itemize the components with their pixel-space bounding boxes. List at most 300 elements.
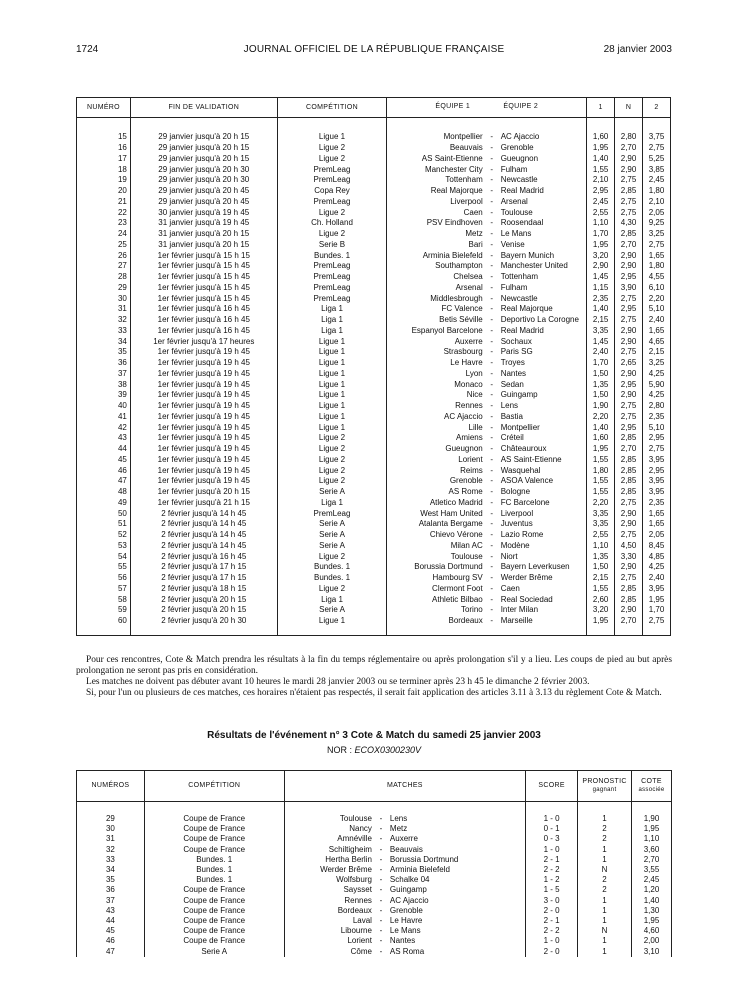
score: 0 - 1	[526, 824, 578, 834]
spacer-cell	[386, 802, 526, 815]
spacer-cell	[587, 627, 615, 636]
odds-n: 2,75	[615, 175, 643, 186]
competition: Bundes. 1	[277, 573, 387, 584]
odds-row	[77, 455, 671, 466]
versus-dash: -	[490, 540, 494, 550]
odds-row	[77, 390, 671, 401]
home-team: Côme	[284, 946, 376, 956]
match-number: 20	[77, 186, 131, 197]
competition: Ligue 2	[277, 229, 387, 240]
team-2: Newcastle	[497, 293, 587, 304]
match-number: 32	[77, 315, 131, 326]
col-cote	[632, 771, 672, 802]
odds-n: 2,95	[615, 379, 643, 390]
odds-1: 2,15	[587, 315, 615, 326]
away-team: Lens	[386, 814, 526, 824]
odds-row	[77, 562, 671, 573]
competition: PremLeag	[277, 283, 387, 294]
result-number: 43	[77, 906, 145, 916]
match-number: 18	[77, 164, 131, 175]
odds-n: 2,70	[615, 240, 643, 251]
odds-2: 2,75	[643, 444, 671, 455]
validation-end: 1er février jusqu'à 16 h 45	[130, 304, 277, 315]
odds-row	[77, 283, 671, 294]
odds-2: 4,65	[643, 336, 671, 347]
odds-n: 2,85	[615, 186, 643, 197]
home-team: Laval	[284, 916, 376, 926]
odds-1: 1,45	[587, 272, 615, 283]
team-2: Inter Milan	[497, 605, 587, 616]
match-number: 26	[77, 250, 131, 261]
odds-n: 2,75	[615, 293, 643, 304]
score: 2 - 0	[526, 946, 578, 956]
odds-2: 3,25	[643, 358, 671, 369]
match-number: 19	[77, 175, 131, 186]
validation-end: 29 janvier jusqu'à 20 h 15	[130, 143, 277, 154]
team-1: Liverpool	[387, 197, 487, 208]
away-team: Guingamp	[386, 885, 526, 895]
odds-n: 2,85	[615, 476, 643, 487]
team-2: Toulouse	[497, 207, 587, 218]
odds-n: 2,75	[615, 573, 643, 584]
versus-dash: -	[379, 844, 383, 854]
odds-row	[77, 154, 671, 165]
team-1: Montpellier	[387, 132, 487, 143]
team-1: Bari	[387, 240, 487, 251]
team-1: Milan AC	[387, 541, 487, 552]
match-number: 58	[77, 594, 131, 605]
team-2: AS Saint-Etienne	[497, 455, 587, 466]
odds-1: 1,40	[587, 422, 615, 433]
result-competition: Coupe de France	[144, 845, 284, 855]
odds-2: 2,95	[643, 465, 671, 476]
validation-end: 29 janvier jusqu'à 20 h 45	[130, 197, 277, 208]
odds-2: 4,25	[643, 390, 671, 401]
score: 2 - 1	[526, 916, 578, 926]
odds-2: 2,15	[643, 347, 671, 358]
home-team: Lorient	[284, 936, 376, 946]
validation-end: 1er février jusqu'à 15 h 15	[130, 250, 277, 261]
score: 2 - 2	[526, 926, 578, 936]
odds-row	[77, 584, 671, 595]
team-2: FC Barcelone	[497, 498, 587, 509]
odds-n: 2,75	[615, 412, 643, 423]
col-equipe-1: ÉQUIPE 1	[435, 103, 471, 110]
versus-dash: -	[490, 605, 494, 615]
pronostic: 2	[578, 885, 632, 895]
odds-n: 3,90	[615, 283, 643, 294]
odds-2: 2,35	[643, 412, 671, 423]
team-2: Bayern Leverkusen	[497, 562, 587, 573]
odds-2: 2,10	[643, 197, 671, 208]
team-2: Arsenal	[497, 197, 587, 208]
odds-n: 2,90	[615, 154, 643, 165]
validation-end: 1er février jusqu'à 15 h 45	[130, 261, 277, 272]
team-2: Créteil	[497, 433, 587, 444]
competition: Ligue 1	[277, 390, 387, 401]
competition: Copa Rey	[277, 186, 387, 197]
away-team: AC Ajaccio	[386, 896, 526, 906]
competition: Serie A	[277, 530, 387, 541]
odds-1: 1,40	[587, 154, 615, 165]
team-2: Werder Brême	[497, 573, 587, 584]
result-row	[77, 916, 672, 926]
team-1: Caen	[387, 207, 487, 218]
match-number: 17	[77, 154, 131, 165]
result-competition: Bundes. 1	[144, 855, 284, 865]
result-competition: Coupe de France	[144, 916, 284, 926]
odds-n: 2,85	[615, 584, 643, 595]
team-1: Southampton	[387, 261, 487, 272]
versus-dash: -	[490, 379, 494, 389]
versus-dash: -	[490, 164, 494, 174]
team-2: Gueugnon	[497, 154, 587, 165]
odds-2: 1,80	[643, 186, 671, 197]
competition: Ch. Holland	[277, 218, 387, 229]
result-row	[77, 906, 672, 916]
team-1: Strasbourg	[387, 347, 487, 358]
result-number: 36	[77, 885, 145, 895]
team-2: Grenoble	[497, 143, 587, 154]
versus-dash: -	[490, 250, 494, 260]
spacer-cell	[387, 118, 487, 133]
team-2: Liverpool	[497, 508, 587, 519]
team-1: Tottenham	[387, 175, 487, 186]
away-team: AS Roma	[386, 946, 526, 956]
pronostic: 1	[578, 814, 632, 824]
versus-dash: -	[490, 616, 494, 626]
odds-row	[77, 261, 671, 272]
team-1: Gueugnon	[387, 444, 487, 455]
team-1: Lille	[387, 422, 487, 433]
cote: 1,90	[632, 814, 672, 824]
team-2: ASOA Valence	[497, 476, 587, 487]
odds-row	[77, 132, 671, 143]
team-1: Lorient	[387, 455, 487, 466]
competition: Liga 1	[277, 315, 387, 326]
odds-row	[77, 422, 671, 433]
result-number: 30	[77, 824, 145, 834]
odds-2: 1,65	[643, 250, 671, 261]
validation-end: 1er février jusqu'à 19 h 45	[130, 390, 277, 401]
validation-end: 1er février jusqu'à 19 h 45	[130, 401, 277, 412]
competition: Liga 1	[277, 594, 387, 605]
home-team: Bordeaux	[284, 906, 376, 916]
col-numeros: NUMÉROS	[77, 771, 145, 802]
odds-row	[77, 272, 671, 283]
odds-1: 2,90	[587, 261, 615, 272]
team-2: Modène	[497, 541, 587, 552]
team-1: Arminia Bielefeld	[387, 250, 487, 261]
versus-dash: -	[490, 261, 494, 271]
team-1: Monaco	[387, 379, 487, 390]
competition: Ligue 1	[277, 347, 387, 358]
results-table-header	[77, 771, 672, 802]
odds-row	[77, 143, 671, 154]
team-1: Chievo Vérone	[387, 530, 487, 541]
odds-2: 2,80	[643, 401, 671, 412]
competition: Ligue 1	[277, 336, 387, 347]
odds-2: 1,65	[643, 326, 671, 337]
odds-2: 2,05	[643, 530, 671, 541]
odds-row	[77, 498, 671, 509]
spacer-cell	[526, 802, 578, 815]
validation-end: 29 janvier jusqu'à 20 h 30	[130, 175, 277, 186]
versus-dash: -	[490, 336, 494, 346]
team-1: Amiens	[387, 433, 487, 444]
odds-1: 2,10	[587, 175, 615, 186]
odds-row	[77, 240, 671, 251]
result-competition: Bundes. 1	[144, 865, 284, 875]
competition: Ligue 2	[277, 551, 387, 562]
team-1: West Ham United	[387, 508, 487, 519]
odds-1: 2,15	[587, 573, 615, 584]
competition: Ligue 2	[277, 455, 387, 466]
team-2: Sochaux	[497, 336, 587, 347]
pronostic: N	[578, 865, 632, 875]
team-1: AS Rome	[387, 487, 487, 498]
versus-dash: -	[379, 885, 383, 895]
odds-1: 1,35	[587, 551, 615, 562]
versus-dash: -	[379, 936, 383, 946]
odds-1: 1,50	[587, 390, 615, 401]
odds-n: 2,90	[615, 390, 643, 401]
team-1: Athletic Bilbao	[387, 594, 487, 605]
spacer-cell	[578, 802, 632, 815]
cote: 3,10	[632, 946, 672, 956]
validation-end: 2 février jusqu'à 18 h 15	[130, 584, 277, 595]
odds-2: 4,85	[643, 551, 671, 562]
team-2: Sedan	[497, 379, 587, 390]
results-title: Résultats de l'événement n° 3 Cote & Match du samedi 25 janvier 2003	[207, 730, 541, 741]
col-competition-2: COMPÉTITION	[144, 771, 284, 802]
competition: Serie A	[277, 519, 387, 530]
odds-1: 3,20	[587, 605, 615, 616]
result-row	[77, 845, 672, 855]
match-number: 44	[77, 444, 131, 455]
nor-value: ECOX0300230V	[354, 745, 422, 755]
match-number: 31	[77, 304, 131, 315]
versus-dash: -	[490, 293, 494, 303]
versus-dash: -	[490, 594, 494, 604]
cote: 1,20	[632, 885, 672, 895]
odds-table-header	[77, 98, 671, 118]
page-number: 1724	[76, 44, 99, 55]
validation-end: 31 janvier jusqu'à 20 h 15	[130, 240, 277, 251]
team-2: Bayern Munich	[497, 250, 587, 261]
result-row	[77, 834, 672, 844]
team-2: Châteauroux	[497, 444, 587, 455]
match-number: 28	[77, 272, 131, 283]
spacer-cell	[643, 118, 671, 133]
odds-2: 5,25	[643, 154, 671, 165]
match-number: 27	[77, 261, 131, 272]
competition: PremLeag	[277, 293, 387, 304]
pronostic: N	[578, 926, 632, 936]
odds-2: 3,95	[643, 455, 671, 466]
result-number: 34	[77, 865, 145, 875]
odds-n: 2,90	[615, 369, 643, 380]
result-competition: Coupe de France	[144, 926, 284, 936]
team-2: Fulham	[497, 283, 587, 294]
validation-end: 31 janvier jusqu'à 19 h 45	[130, 218, 277, 229]
odds-row	[77, 336, 671, 347]
score: 1 - 0	[526, 845, 578, 855]
match-number: 40	[77, 401, 131, 412]
team-1: Borussia Dortmund	[387, 562, 487, 573]
odds-2: 5,90	[643, 379, 671, 390]
cote: 1,10	[632, 834, 672, 844]
team-2: Real Madrid	[497, 186, 587, 197]
match-number: 56	[77, 573, 131, 584]
cote: 2,70	[632, 855, 672, 865]
competition: PremLeag	[277, 175, 387, 186]
odds-row	[77, 573, 671, 584]
team-2: Niort	[497, 551, 587, 562]
odds-1: 1,55	[587, 487, 615, 498]
odds-n: 2,85	[615, 594, 643, 605]
odds-1: 1,95	[587, 143, 615, 154]
team-1: AS Saint-Etienne	[387, 154, 487, 165]
odds-n: 3,30	[615, 551, 643, 562]
match-number: 15	[77, 132, 131, 143]
result-number: 37	[77, 896, 145, 906]
odds-row	[77, 379, 671, 390]
odds-row	[77, 197, 671, 208]
team-1: Atalanta Bergame	[387, 519, 487, 530]
versus-dash: -	[490, 519, 494, 529]
competition: PremLeag	[277, 272, 387, 283]
pronostic: 2	[578, 824, 632, 834]
result-row	[77, 865, 672, 875]
odds-1: 3,35	[587, 326, 615, 337]
odds-n: 2,65	[615, 358, 643, 369]
cote: 3,60	[632, 845, 672, 855]
result-row	[77, 824, 672, 834]
score: 2 - 1	[526, 855, 578, 865]
odds-1: 1,95	[587, 240, 615, 251]
competition: Serie A	[277, 487, 387, 498]
result-number: 33	[77, 855, 145, 865]
odds-row	[77, 530, 671, 541]
team-2: Real Madrid	[497, 326, 587, 337]
col-fin-validation: FIN DE VALIDATION	[130, 98, 277, 118]
versus-dash: -	[379, 854, 383, 864]
away-team: Metz	[386, 824, 526, 834]
match-number: 16	[77, 143, 131, 154]
odds-n: 2,75	[615, 315, 643, 326]
pronostic: 2	[578, 875, 632, 885]
result-row	[77, 926, 672, 936]
odds-n: 2,95	[615, 304, 643, 315]
score: 1 - 2	[526, 875, 578, 885]
versus-dash: -	[379, 905, 383, 915]
odds-row	[77, 358, 671, 369]
odds-n: 2,90	[615, 562, 643, 573]
validation-end: 29 janvier jusqu'à 20 h 15	[130, 154, 277, 165]
odds-n: 2,85	[615, 229, 643, 240]
team-1: Auxerre	[387, 336, 487, 347]
versus-dash: -	[490, 239, 494, 249]
team-1: AC Ajaccio	[387, 412, 487, 423]
match-number: 21	[77, 197, 131, 208]
versus-dash: -	[379, 895, 383, 905]
odds-1: 2,20	[587, 498, 615, 509]
versus-dash: -	[490, 132, 494, 142]
odds-1: 1,45	[587, 336, 615, 347]
match-number: 37	[77, 369, 131, 380]
competition: Ligue 2	[277, 465, 387, 476]
odds-1: 1,35	[587, 379, 615, 390]
result-number: 32	[77, 845, 145, 855]
odds-row	[77, 551, 671, 562]
col-equipe-2: ÉQUIPE 2	[503, 103, 539, 110]
team-2: AC Ajaccio	[497, 132, 587, 143]
team-2: Deportivo La Corogne	[497, 315, 587, 326]
competition: Liga 1	[277, 326, 387, 337]
odds-n: 2,90	[615, 519, 643, 530]
team-2: Fulham	[497, 164, 587, 175]
odds-n: 4,50	[615, 541, 643, 552]
odds-1: 2,60	[587, 594, 615, 605]
odds-1: 2,55	[587, 207, 615, 218]
match-number: 49	[77, 498, 131, 509]
versus-dash: -	[490, 497, 494, 507]
validation-end: 1er février jusqu'à 19 h 45	[130, 476, 277, 487]
competition: Serie A	[277, 605, 387, 616]
odds-row	[77, 250, 671, 261]
odds-1: 2,20	[587, 412, 615, 423]
versus-dash: -	[379, 946, 383, 956]
versus-dash: -	[490, 476, 494, 486]
validation-end: 2 février jusqu'à 14 h 45	[130, 530, 277, 541]
team-2: Lens	[497, 401, 587, 412]
team-2: Bologne	[497, 487, 587, 498]
validation-end: 1er février jusqu'à 19 h 45	[130, 444, 277, 455]
odds-row	[77, 347, 671, 358]
validation-end: 1er février jusqu'à 19 h 45	[130, 412, 277, 423]
spacer-cell	[130, 118, 277, 133]
versus-dash: -	[379, 865, 383, 875]
validation-end: 2 février jusqu'à 20 h 30	[130, 616, 277, 627]
odds-2: 2,75	[643, 240, 671, 251]
odds-1: 2,55	[587, 530, 615, 541]
spacer-row	[77, 627, 671, 636]
odds-2: 2,75	[643, 616, 671, 627]
team-1: Lyon	[387, 369, 487, 380]
odds-row	[77, 412, 671, 423]
competition: PremLeag	[277, 261, 387, 272]
odds-1: 3,35	[587, 519, 615, 530]
odds-2: 1,70	[643, 605, 671, 616]
spacer-cell	[587, 118, 615, 133]
team-2: Venise	[497, 240, 587, 251]
validation-end: 1er février jusqu'à 19 h 45	[130, 369, 277, 380]
pronostic: 1	[578, 936, 632, 946]
match-number: 43	[77, 433, 131, 444]
odds-1: 1,10	[587, 541, 615, 552]
result-number: 46	[77, 936, 145, 946]
competition: Ligue 1	[277, 616, 387, 627]
match-number: 35	[77, 347, 131, 358]
odds-n: 2,80	[615, 132, 643, 143]
home-team: Nancy	[284, 824, 376, 834]
odds-2: 2,20	[643, 293, 671, 304]
match-number: 36	[77, 358, 131, 369]
odds-1: 1,95	[587, 444, 615, 455]
validation-end: 1er février jusqu'à 15 h 45	[130, 283, 277, 294]
note-paragraph: Si, pour l'un ou plusieurs de ces matches, ces horaires n'étaient pas respectés, il serait fait application des articles 3.11 à 3.13 du règlement Cote & Match.	[86, 688, 662, 698]
